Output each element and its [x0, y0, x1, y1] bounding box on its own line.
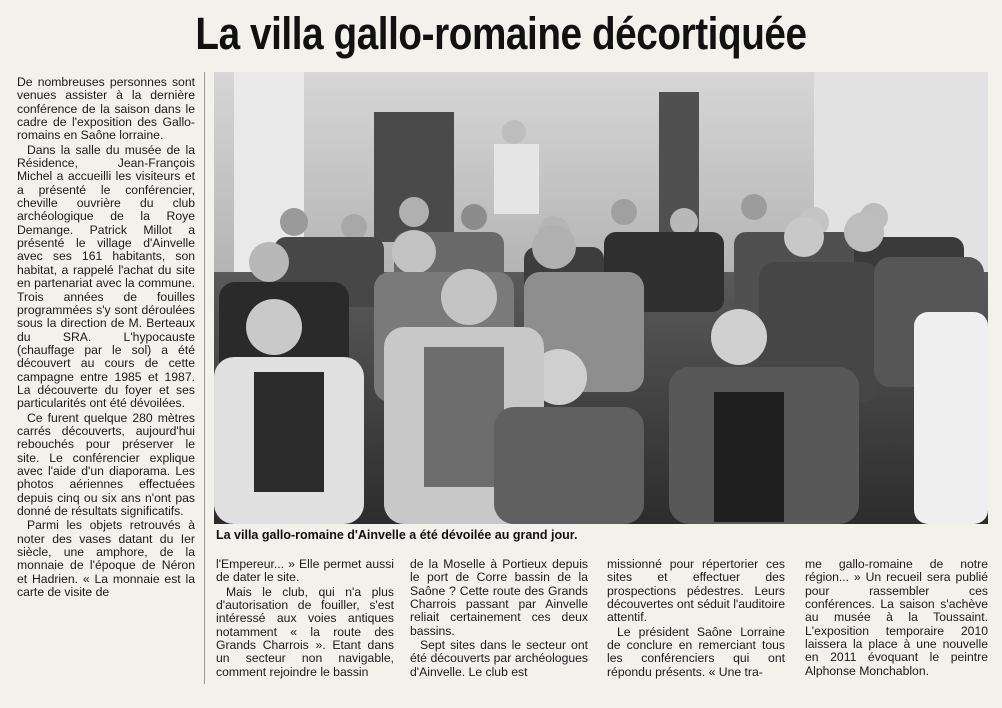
col1-paragraph-2: Mais le club, qui n'a plus d'autorisation de fouiller, s'est intéressé aux voies antiques notamment « la route des Grands Charrois ». Etant dans un secteur non navigable, comment rejoindre le bassin — [216, 584, 394, 679]
column-rule — [204, 72, 205, 684]
col2-paragraph-1: de la Moselle à Portieux depuis le port de Corre bassin de la Saône ? Cette route des Grands Charrois passant par Ainvelle reliait certainement ces deux bassins. — [410, 557, 588, 638]
article-bottom-column-2 — [410, 558, 588, 679]
left-paragraph-1: De nombreuses personnes sont venues assister à la dernière conférence de la saison dans le cadre de l'exposition des Gallo-romains en Saône lorraine. — [17, 75, 195, 143]
col3-paragraph-1: missionné pour répertorier ces sites et effectuer des prospections pédestres. Leurs découvertes ont séduit l'auditoire attentif. — [607, 557, 785, 625]
article-bottom-column-4 — [805, 558, 988, 678]
left-paragraph-3: Ce furent quelque 280 mètres carrés découverts, aujourd'hui rebouchés pour préserver le site. Le conférencier explique avec l'aide d'un diaporama. Les photos aériennes effectuées depuis cinq ou six ans n'ont pas donné de résultats significatifs. — [17, 410, 195, 518]
left-paragraph-2: Dans la salle du musée de la Résidence, Jean-François Michel a accueilli les visiteurs et a présenté le conférencier, cheville ouvrière du club archéologique de la Roye Demange. Patrick Millot a présenté le village d'Ainvelle avec ses 161 habitants, son habitat, a rappelé l'achat du site en partenariat avec la commune. Trois années de fouilles programmées s'y sont déroulées sous la direction de M. Berteaux du SRA. L'hypocauste (chauffage par le sol) a été découvert au cours de cette campagne entre 1985 et 1987. La découverte du foyer et ses particularités ont été dévoilées. — [17, 142, 195, 411]
col3-paragraph-2: Le président Saône Lorraine de conclure en remerciant tous les conférenciers qui ont répondu présents. « Une tra- — [607, 624, 785, 679]
article-headline: La villa gallo-romaine décortiquée — [195, 8, 807, 59]
photo-caption: La villa gallo-romaine d'Ainvelle a été dévoilée au grand jour. — [216, 528, 578, 542]
audience-photo — [214, 72, 988, 524]
col1-paragraph-1: l'Empereur... » Elle permet aussi de dater le site. — [216, 557, 394, 585]
article-bottom-column-1 — [216, 558, 394, 679]
left-paragraph-4: Parmi les objets retrouvés à noter des vases datant du Ier siècle, une amphore, de la monnaie de l'époque de Néron et Hadrien. « La monnaie est la carte de visite de — [17, 518, 195, 600]
col4-paragraph-1: me gallo-romaine de notre région... » Un recueil sera publié pour rassembler ces conférences. La saison s'achève au musée à la Toussaint. L'exposition temporaire 2010 laissera la place à une nouvelle en 2011 évoquant le peintre Alphonse Monchablon. — [805, 557, 988, 678]
audience-photo-illustration — [214, 72, 988, 524]
col2-paragraph-2: Sept sites dans le secteur ont été découverts par archéologues d'Ainvelle. Le club est — [410, 638, 588, 679]
article-bottom-column-3 — [607, 558, 785, 679]
article-left-column — [17, 76, 195, 599]
